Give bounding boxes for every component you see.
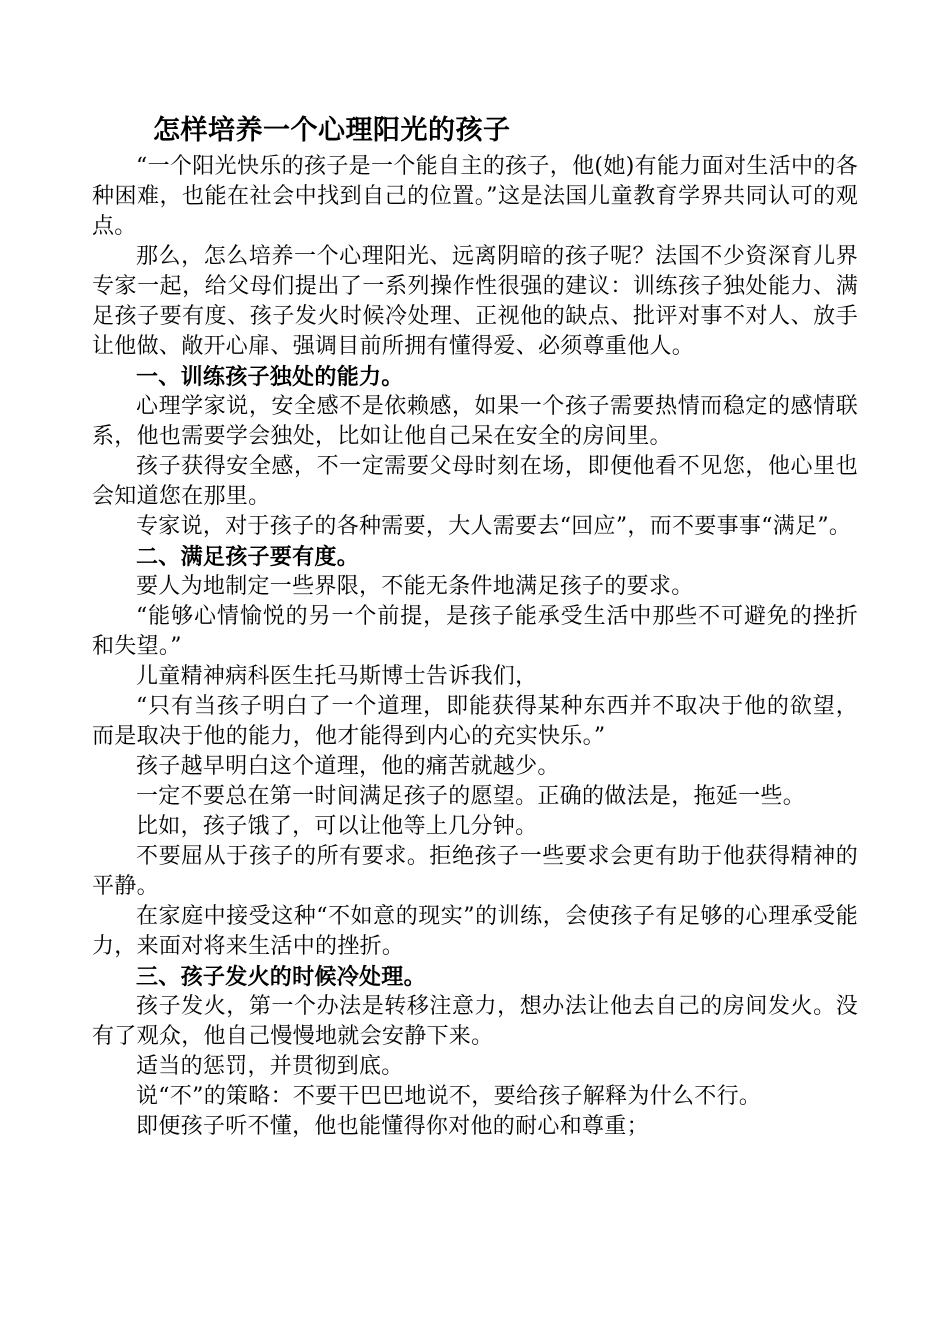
document-body (92, 152, 858, 1142)
paragraph: 在家庭中接受这种“不如意的现实”的训练，会使孩子有足够的心理承受能力，来面对将来生活中的挫折。 (92, 904, 858, 959)
paragraph: “一个阳光快乐的孩子是一个能自主的孩子，他(她)有能力面对生活中的各种困难，也能在社会中找到自己的位置。”这是法国儿童教育学界共同认可的观点。 (92, 154, 858, 239)
paragraph: 比如，孩子饿了，可以让他等上几分钟。 (136, 814, 538, 839)
paragraph: 说“不”的策略：不要干巴巴地说不，要给孩子解释为什么不行。 (136, 1084, 762, 1109)
paragraph: 不要屈从于孩子的所有要求。拒绝孩子一些要求会更有助于他获得精神的平静。 (92, 844, 858, 899)
paragraph: 适当的惩罚，并贯彻到底。 (136, 1054, 404, 1079)
paragraph: “能够心情愉悦的另一个前提，是孩子能承受生活中那些不可避免的挫折和失望。” (92, 604, 858, 659)
paragraph: 一定不要总在第一时间满足孩子的愿望。正确的做法是，拖延一些。 (136, 784, 806, 809)
section-heading: 三、孩子发火的时候冷处理。 (136, 964, 426, 990)
paragraph: 孩子越早明白这个道理，他的痛苦就越少。 (136, 754, 560, 779)
paragraph: 孩子发火，第一个办法是转移注意力，想办法让他去自己的房间发火。没有了观众，他自己慢慢地就会安静下来。 (92, 994, 858, 1049)
paragraph: 即便孩子听不懂，他也能懂得你对他的耐心和尊重； (136, 1114, 649, 1139)
paragraph: 心理学家说，安全感不是依赖感，如果一个孩子需要热情而稳定的感情联系，他也需要学会独处，比如让他自己呆在安全的房间里。 (92, 394, 858, 449)
section-heading: 二、满足孩子要有度。 (136, 544, 360, 570)
paragraph: 儿童精神病科医生托马斯博士告诉我们， (136, 664, 538, 689)
document-title: 怎样培养一个心理阳光的孩子 (153, 115, 511, 146)
section-heading: 一、训练孩子独处的能力。 (136, 364, 404, 390)
paragraph: 孩子获得安全感，不一定需要父母时刻在场，即便他看不见您，他心里也会知道您在那里。 (92, 454, 858, 509)
paragraph: 要人为地制定一些界限，不能无条件地满足孩子的要求。 (136, 574, 694, 599)
paragraph: 专家说，对于孩子的各种需要，大人需要去“回应”，而不要事事“满足”。 (136, 514, 852, 539)
paragraph: 那么，怎么培养一个心理阳光、远离阴暗的孩子呢？法国不少资深育儿界专家一起，给父母们提出了一系列操作性很强的建议：训练孩子独处能力、满足孩子要有度、孩子发火时候冷处理、正视他的缺点、批评对事不对人、放手让他做、敞开心扉、强调目前所拥有懂得爱、必须尊重他人。 (92, 244, 858, 359)
paragraph: “只有当孩子明白了一个道理，即能获得某种东西并不取决于他的欲望，而是取决于他的能力，他才能得到内心的充实快乐。” (92, 694, 858, 749)
